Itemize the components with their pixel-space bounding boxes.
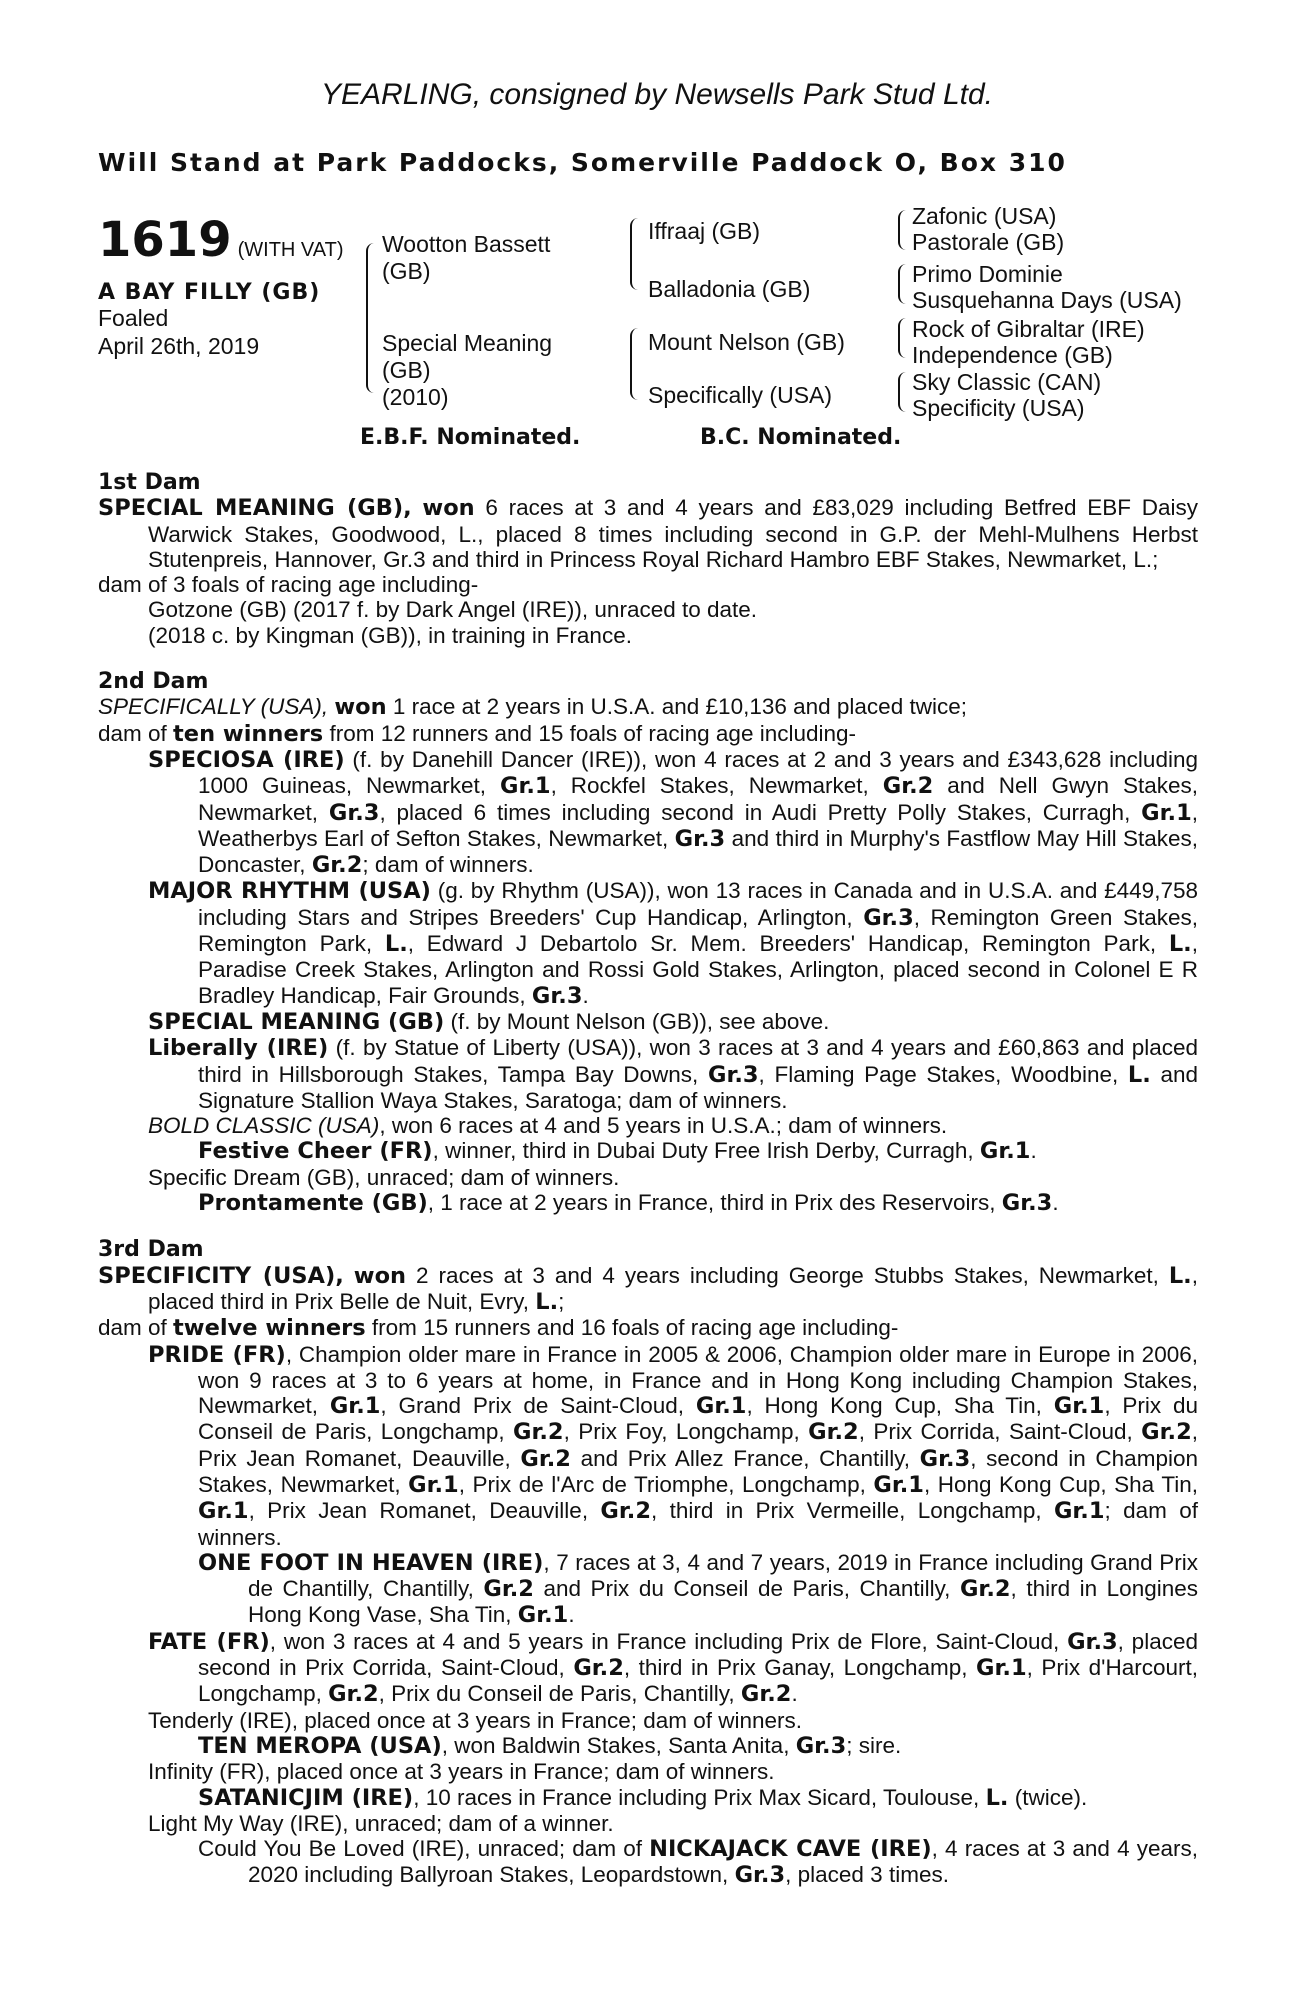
consignor-line: YEARLING, consigned by Newsells Park Stud Ltd. [321,78,993,111]
pedigree-brace-1 [366,243,376,393]
stand-location: Will Stand at Park Paddocks, Somerville Paddock O, Box 310 [98,148,1067,177]
produce-entry: Light My Way (IRE), unraced; dam of a winner. [148,1810,614,1836]
first-dam-heading: 1st Dam [98,470,201,495]
sire-country: (GB) [382,258,431,284]
first-dam-name: SPECIAL MEANING (GB), [98,495,412,522]
dam-dam-sire: Sky Classic (CAN) [912,369,1102,395]
sire [382,231,550,285]
third-dam-dam-of: dam of twelve winners from 15 runners and 16 foals of racing age including- [98,1315,899,1342]
second-dam-dam-of: dam of ten winners from 12 runners and 15 foals of racing age including- [98,720,857,747]
produce-entry: Infinity (FR), placed once at 3 years in France; dam of winners. [148,1759,775,1785]
produce-entry: Tenderly (IRE), placed once at 3 years in France; dam of winners. [148,1707,803,1733]
second-dam-heading: 2nd Dam [98,669,209,695]
produce-entry: SPECIAL MEANING (GB) (f. by Mount Nelson (GB)), see above. [148,1008,830,1035]
dam-dam: Specifically (USA) [648,382,833,408]
first-dam-dam-of: dam of 3 foals of racing age including- [98,572,479,598]
produce-entry: ONE FOOT IN HEAVEN (IRE), 7 races at 3, 4 and 7 years, 2019 in France including Grand Prix de Chantilly, Chantilly, Gr.2 and Prix du Conseil de Paris, Chantilly, Gr.2, third in Longines Hong Kong Vase, Sha Tin, Gr.1. [198,1549,1199,1629]
produce-entry: FATE (FR), won 3 races at 4 and 5 years in France including Prix de Flore, Saint-Cloud, Gr.3, placed second in Prix Corrida, Saint-Cloud, Gr.2, third in Prix Ganay, Longchamp, Gr.1, Prix d'Harcourt, Longchamp, Gr.2, Prix du Conseil de Paris, Chantilly, Gr.2. [148,1628,1199,1708]
foaled-label: Foaled [98,305,169,331]
ebf-nominated: E.B.F. Nominated. [360,425,581,450]
first-dam-foal: (2018 c. by Kingman (GB)), in training in France. [148,622,632,648]
foaled-date: April 26th, 2019 [98,333,260,359]
produce-entry: SPECIOSA (IRE) (f. by Danehill Dancer (IRE)), won 4 races at 2 and 3 years and £343,628 including 1000 Guineas, Newmarket, Gr.1, Rockfel Stakes, Newmarket, Gr.2 and Nell Gwyn Stakes, Newmarket, Gr.3, placed 6 times including second in Audi Pretty Polly Stakes, Curragh, Gr.1, Weatherbys Earl of Sefton Stakes, Newmarket, Gr.3 and third in Murphy's Fastflow May Hill Stakes, Doncaster, Gr.2; dam of winners. [148,746,1198,879]
vat-note: (WITH VAT) [237,239,344,261]
dam-sire: Mount Nelson (GB) [648,329,845,355]
produce-entry: Liberally (IRE) (f. by Statue of Liberty (USA)), won 3 races at 3 and 4 years and £60,863 and placed third in Hillsborough Stakes, Tampa Bay Downs, Gr.3, Flaming Page Stakes, Woodbine, L. and Signature Stallion Waya Stakes, Saratoga; dam of winners. [148,1035,1199,1113]
produce-entry: Festive Cheer (FR), winner, third in Dubai Duty Free Irish Derby, Curragh, Gr.1. [198,1138,1037,1165]
produce-entry: Specific Dream (GB), unraced; dam of winners. [148,1164,620,1190]
first-dam-foal: Gotzone (GB) (2017 f. by Dark Angel (IRE)), unraced to date. [148,597,758,623]
pedigree-brace-2a [630,218,640,290]
third-dam-won: won [353,1262,407,1289]
pedigree-brace-3d [898,372,907,412]
second-dam-text: 1 race at 2 years in U.S.A. and £10,136 and placed twice; [386,694,967,720]
sire-dam-sire: Primo Dominie [912,261,1063,287]
dam-country: (GB) [382,357,431,383]
second-dam-won: won [334,694,387,721]
dam-name: Special Meaning [382,330,553,356]
third-dam-heading: 3rd Dam [98,1237,204,1263]
lot-number: 1619 [98,212,232,268]
produce-entry: BOLD CLASSIC (USA), won 6 races at 4 and 5 years in U.S.A.; dam of winners. [148,1113,948,1139]
pedigree-brace-3c [898,318,907,358]
third-dam-entry: SPECIFICITY (USA), won 2 races at 3 and 4 years including George Stubbs Stakes, Newmarket, L., placed third in Prix Belle de Nuit, Evry, L.; [98,1262,1198,1315]
pedigree-brace-2b [630,328,640,400]
first-dam-won: won [422,495,475,522]
third-dam-name: SPECIFICITY (USA), [98,1262,344,1289]
produce-entry: TEN MEROPA (USA), won Baldwin Stakes, Santa Anita, Gr.3; sire. [198,1732,902,1759]
second-dam-name: SPECIFICALLY (USA), [98,694,329,720]
dam-dam-dam: Specificity (USA) [912,395,1085,421]
sire-dam-dam: Susquehanna Days (USA) [912,287,1182,313]
first-dam-entry [98,495,1198,572]
produce-entry: Could You Be Loved (IRE), unraced; dam of NICKAJACK CAVE (IRE), 4 races at 3 and 4 years, 2020 including Ballyroan Stakes, Leopardstown, Gr.3, placed 3 times. [198,1836,1198,1889]
pedigree-brace-3b [898,264,907,304]
sire-sire-dam: Pastorale (GB) [912,229,1065,255]
first-dam-text: 6 races at 3 and 4 years and £83,029 including Betfred EBF Daisy Warwick Stakes, Goodwood, L., placed 8 times including second in G.P. der Mehl-Mulhens Herbst Stutenpreis, Hannover, Gr.3 and third in Princess Royal Richard Hambro EBF Stakes, Newmarket, L.; [148,495,1198,572]
produce-record [98,470,1198,1889]
horse-name: A BAY FILLY (GB) [98,280,321,305]
sire-dam: Balladonia (GB) [648,276,811,302]
dam [382,330,552,411]
produce-entry: PRIDE (FR), Champion older mare in France in 2005 & 2006, Champion older mare in Europe in 2006, won 9 races at 3 to 6 years at home, in France and in Hong Kong including Champion Stakes, Newmarket, Gr.1, Grand Prix de Saint-Cloud, Gr.1, Hong Kong Cup, Sha Tin, Gr.1, Prix du Conseil de Paris, Longchamp, Gr.2, Prix Foy, Longchamp, Gr.2, Prix Corrida, Saint-Cloud, Gr.2, Prix Jean Romanet, Deauville, Gr.2 and Prix Allez France, Chantilly, Gr.3, second in Champion Stakes, Newmarket, Gr.1, Prix de l'Arc de Triomphe, Longchamp, Gr.1, Hong Kong Cup, Sha Tin, Gr.1, Prix Jean Romanet, Deauville, Gr.2, third in Prix Vermeille, Longchamp, Gr.1; dam of winners. [148,1341,1198,1550]
pedigree-brace-3a [898,210,907,250]
second-dam-entry [98,694,1198,720]
sire-name: Wootton Bassett [382,231,551,257]
dam-year: (2010) [382,384,449,410]
produce-entry: Prontamente (GB), 1 race at 2 years in France, third in Prix des Reservoirs, Gr.3. [198,1190,1059,1217]
lot-header [98,212,344,268]
dam-sire-dam: Independence (GB) [912,342,1113,368]
sire-sire-sire: Zafonic (USA) [912,203,1057,229]
bc-nominated: B.C. Nominated. [700,425,902,450]
foaled-info [98,304,259,360]
dam-sire-sire: Rock of Gibraltar (IRE) [912,316,1145,342]
produce-entry: SATANICJIM (IRE), 10 races in France including Prix Max Sicard, Toulouse, L. (twice). [198,1784,1088,1811]
produce-entry: MAJOR RHYTHM (USA) (g. by Rhythm (USA)), won 13 races in Canada and in U.S.A. and £449,758 including Stars and Stripes Breeders' Cup Handicap, Arlington, Gr.3, Remington Green Stakes, Remington Park, L., Edward J Debartolo Sr. Mem. Breeders' Handicap, Remington Park, L., Paradise Creek Stakes, Arlington and Rossi Gold Stakes, Arlington, placed second in Colonel E R Bradley Handicap, Fair Grounds, Gr.3. [148,878,1198,1009]
sire-sire: Iffraaj (GB) [648,218,761,244]
